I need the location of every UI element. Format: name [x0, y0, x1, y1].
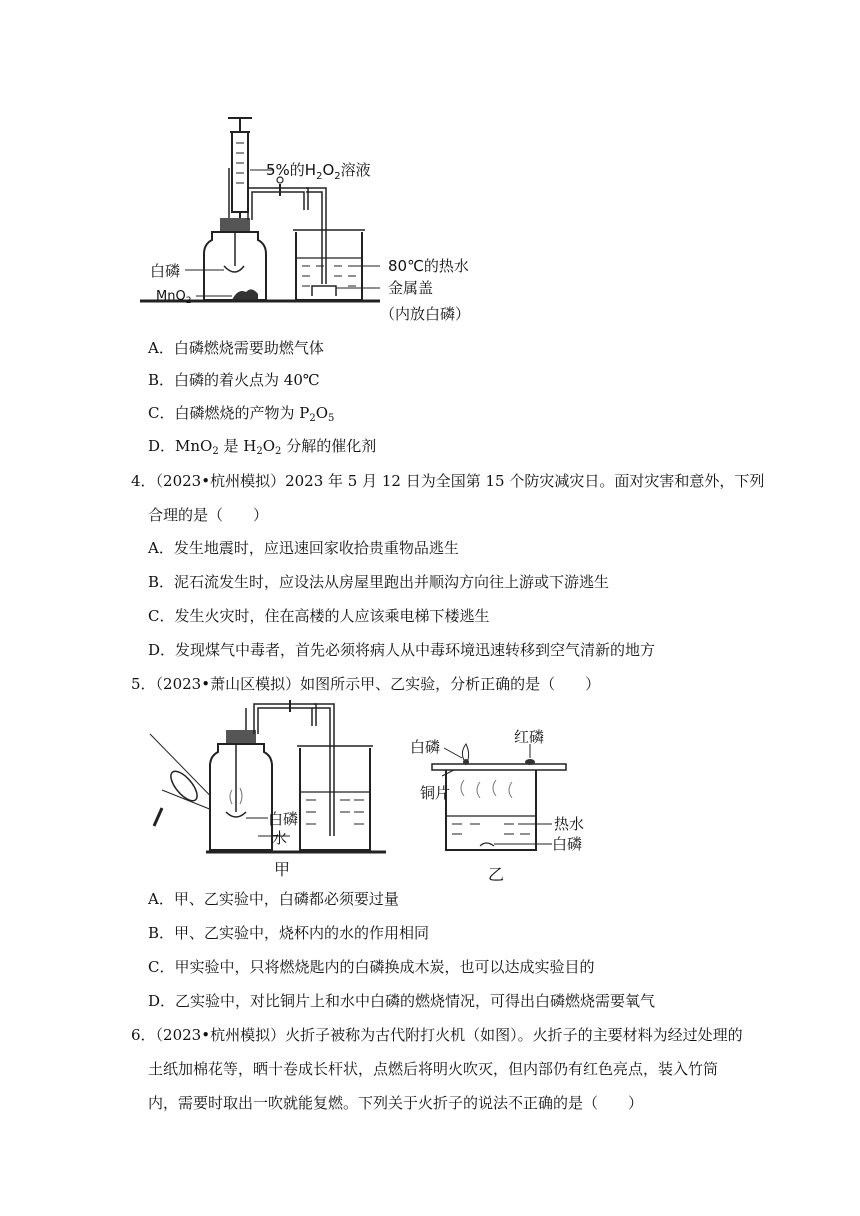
q6-number: 6． [131, 1026, 156, 1044]
q4-option-d[interactable]: D．发现煤气中毒者，首先必须将病人从中毒环境迅速转移到空气清新的地方 [148, 641, 656, 659]
stopper [220, 218, 250, 232]
q6-stem-line2: 土纸加棉花等，晒十卷成长杆状，点燃后将明火吹灭，但内部仍有红色亮点，装入竹筒 [148, 1060, 719, 1078]
q3-option-d[interactable]: D．MnO$_2$ 是 $H_2O_2$ 分解的催化剂 [148, 437, 377, 457]
q4-option-c[interactable]: C．发生火灾时，住在高楼的人应该乘电梯下楼逃生 [148, 607, 490, 625]
q5-option-c[interactable]: C．甲实验中，只将燃烧匙内的白磷换成木炭，也可以达成实验目的 [148, 958, 595, 976]
white-phosphorus-label: 白磷 [150, 262, 181, 280]
q5-option-b[interactable]: B．甲、乙实验中，烧杯内的水的作用相同 [148, 924, 430, 942]
q5-stem-line1: 5．（2023•萧山区模拟）如图所示甲、乙实验，分析正确的是（ ） [131, 675, 601, 693]
yi-beaker [446, 770, 536, 850]
q4-option-a[interactable]: A．发生地震时，应迅速回家收拾贵重物品逃生 [148, 539, 459, 557]
metal-lid-label: 金属盖 [388, 279, 434, 297]
mno2-label: MnO$_2$ [156, 289, 192, 306]
q3-option-c[interactable]: C．白磷燃烧的产物为 $P_2O_5$ [148, 404, 335, 424]
q6-stem-line1: 6．（2023•杭州模拟）火折子被称为古代附打火机（如图）。火折子的主要材料为经过处理的 [131, 1026, 743, 1044]
yi-caption: 乙 [488, 865, 505, 884]
q5-number: 5． [131, 675, 156, 693]
hot-water-label: 80℃的热水 [388, 257, 469, 275]
q3-option-b[interactable]: B．白磷的着火点为 40℃ [148, 371, 320, 389]
q4-number: 4． [131, 472, 156, 490]
q4-option-b[interactable]: B．泥石流发生时，应设法从房屋里跑出并顺沟方向往上游或下游逃生 [148, 573, 610, 591]
q5-option-d[interactable]: D．乙实验中，对比铜片上和水中白磷的燃烧情况，可得出白磷燃烧需要氧气 [148, 992, 656, 1010]
yi-white-p-bottom-label: 白磷 [552, 835, 583, 853]
q4-stem-line1: 4．（2023•杭州模拟）2023 年 5 月 12 日为全国第 15 个防灾减灾日。面对灾害和意外，下列 [131, 472, 765, 490]
yi-hot-water-label: 热水 [554, 815, 585, 833]
figure-h2o2-apparatus [140, 108, 500, 328]
yi-copper-label: 铜片 [420, 784, 451, 802]
jia-water-label: 水 [272, 829, 288, 847]
copper-plate [432, 764, 566, 770]
metal-lid [312, 286, 336, 296]
q5-option-a[interactable]: A．甲、乙实验中，白磷都必须要过量 [148, 890, 399, 908]
figure-jia-yi-experiments [140, 700, 585, 885]
yi-white-p-top-label: 白磷 [410, 738, 441, 756]
jia-caption: 甲 [274, 860, 291, 879]
jia-beaker [300, 748, 370, 850]
q4-stem-line2: 合理的是（ ） [148, 506, 269, 524]
h2o2-label: 5%的$H_2O_2$溶液 [266, 161, 371, 182]
q3-option-a[interactable]: A．白磷燃烧需要助燃气体 [148, 339, 324, 357]
jia-white-p-label: 白磷 [268, 810, 299, 828]
q6-stem-line3: 内，需要时取出一吹就能复燃。下列关于火折子的说法不正确的是（ ） [148, 1094, 644, 1112]
yi-red-p-label: 红磷 [514, 728, 545, 746]
inside-white-phosphorus-label: （内放白磷） [380, 305, 471, 323]
jia-bottle [210, 744, 272, 850]
